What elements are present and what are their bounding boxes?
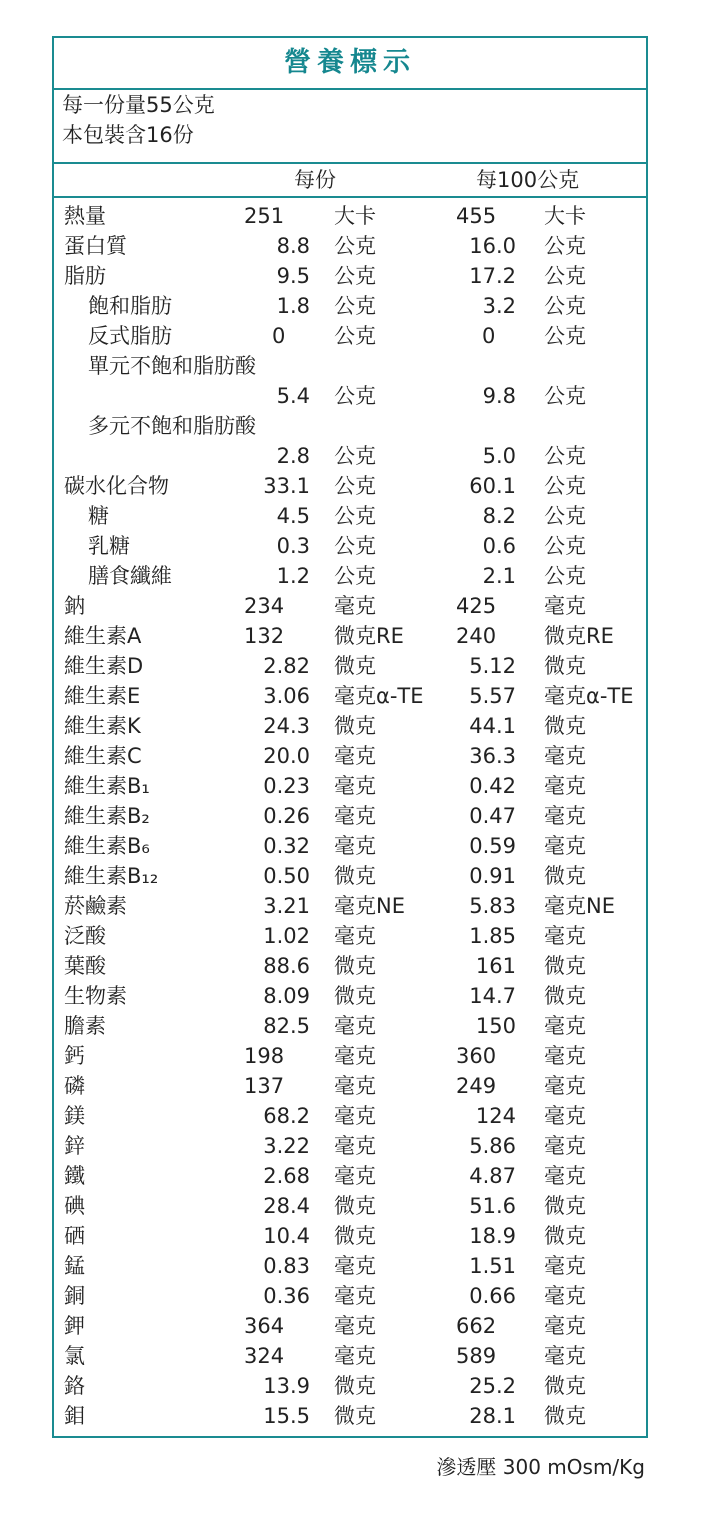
- nutrient-row: [54, 1281, 646, 1311]
- per-serving-value: 68.2: [263, 1104, 310, 1128]
- per-serving-value: 82.5: [263, 1014, 310, 1038]
- nutrient-row: [54, 1011, 646, 1041]
- per-serving-value: 1.2: [276, 564, 310, 588]
- per-100g-value: 5.0: [482, 444, 516, 468]
- per-serving-unit: 毫克: [334, 1164, 376, 1188]
- nutrient-name: 硒: [64, 1224, 85, 1248]
- nutrient-name: 銅: [64, 1284, 85, 1308]
- header-per-100g: 每100公克: [476, 168, 580, 192]
- per-serving-unit: 微克: [334, 654, 376, 678]
- per-100g-unit: 毫克: [544, 804, 586, 828]
- osmolality-note: 滲透壓 300 mOsm/Kg: [436, 1455, 645, 1479]
- nutrient-row: [54, 1251, 646, 1281]
- nutrient-row: [54, 981, 646, 1011]
- per-serving-value: 13.9: [263, 1374, 310, 1398]
- per-100g-value: 5.57: [469, 684, 516, 708]
- nutrient-name: 鈉: [64, 594, 85, 618]
- nutrient-name: 鉀: [64, 1314, 85, 1338]
- nutrient-row: [54, 1071, 646, 1101]
- per-100g-unit: 微克: [544, 1194, 586, 1218]
- column-header-row: [54, 162, 646, 198]
- per-serving-unit: 毫克: [334, 1254, 376, 1278]
- nutrient-row: [54, 1341, 646, 1371]
- per-serving-unit: 微克: [334, 1374, 376, 1398]
- nutrient-name: 葉酸: [64, 954, 106, 978]
- nutrient-name: 膽素: [64, 1014, 106, 1038]
- per-serving-unit: 微克: [334, 954, 376, 978]
- per-100g-value: 44.1: [469, 714, 516, 738]
- servings-per-package: 本包裝含16份: [62, 123, 194, 147]
- nutrient-row: [54, 321, 646, 351]
- per-serving-unit: 毫克: [334, 924, 376, 948]
- per-serving-unit: 微克: [334, 864, 376, 888]
- nutrient-name: 鋅: [64, 1134, 85, 1158]
- nutrient-name: 鎂: [64, 1104, 85, 1128]
- per-serving-value: 0.83: [263, 1254, 310, 1278]
- per-100g-value: 662: [456, 1314, 497, 1338]
- nutrient-name: 糖: [88, 504, 109, 528]
- per-serving-unit: 微克: [334, 1194, 376, 1218]
- per-100g-value: 28.1: [469, 1404, 516, 1428]
- per-serving-value: 28.4: [263, 1194, 310, 1218]
- per-100g-unit: 公克: [544, 384, 586, 408]
- per-100g-unit: 微克RE: [544, 624, 614, 648]
- per-100g-unit: 毫克: [544, 1284, 586, 1308]
- per-serving-value: 20.0: [263, 744, 310, 768]
- nutrient-row: [54, 1101, 646, 1131]
- nutrient-name: 蛋白質: [64, 234, 127, 258]
- per-serving-unit: 毫克: [334, 1314, 376, 1338]
- per-100g-unit: 毫克NE: [544, 894, 615, 918]
- nutrient-row: [54, 381, 646, 411]
- nutrient-name: 維生素B₁: [64, 774, 150, 798]
- per-100g-value: 1.51: [469, 1254, 516, 1278]
- nutrient-row: [54, 1371, 646, 1401]
- per-100g-unit: 微克: [544, 714, 586, 738]
- serving-info: [62, 90, 215, 150]
- per-100g-unit: 毫克: [544, 1134, 586, 1158]
- per-serving-value: 364: [244, 1314, 285, 1338]
- per-100g-unit: 大卡: [544, 204, 586, 228]
- nutrient-row: [54, 591, 646, 621]
- per-100g-value: 589: [456, 1344, 497, 1368]
- per-100g-value: 4.87: [469, 1164, 516, 1188]
- nutrient-row: [54, 1191, 646, 1221]
- per-serving-value: 137: [244, 1074, 285, 1098]
- per-serving-unit: 毫克: [334, 1104, 376, 1128]
- nutrient-row: [54, 531, 646, 561]
- per-serving-value: 0: [272, 324, 286, 348]
- nutrient-name: 反式脂肪: [88, 324, 172, 348]
- nutrient-name: 鉬: [64, 1404, 85, 1428]
- per-serving-unit: 毫克NE: [334, 894, 405, 918]
- per-serving-unit: 毫克: [334, 834, 376, 858]
- per-100g-unit: 公克: [544, 504, 586, 528]
- per-100g-value: 240: [456, 624, 497, 648]
- per-100g-unit: 毫克: [544, 1014, 586, 1038]
- per-100g-value: 25.2: [469, 1374, 516, 1398]
- per-serving-value: 0.26: [263, 804, 310, 828]
- per-100g-unit: 毫克: [544, 1164, 586, 1188]
- nutrient-row: [54, 1401, 646, 1431]
- per-100g-value: 0: [482, 324, 496, 348]
- per-100g-value: 51.6: [469, 1194, 516, 1218]
- per-100g-unit: 微克: [544, 1224, 586, 1248]
- per-100g-unit: 毫克: [544, 1314, 586, 1338]
- per-serving-value: 2.82: [263, 654, 310, 678]
- per-100g-value: 150: [475, 1014, 516, 1038]
- per-serving-unit: 公克: [334, 234, 376, 258]
- nutrient-name: 鉻: [64, 1374, 85, 1398]
- nutrient-row: [54, 801, 646, 831]
- per-100g-value: 16.0: [469, 234, 516, 258]
- nutrient-row: [54, 411, 646, 441]
- per-serving-unit: 公克: [334, 474, 376, 498]
- per-serving-unit: 公克: [334, 264, 376, 288]
- nutrient-row: [54, 1161, 646, 1191]
- per-100g-unit: 毫克: [544, 1044, 586, 1068]
- label-title: 營養標示: [284, 47, 416, 78]
- per-serving-unit: 毫克: [334, 1014, 376, 1038]
- nutrient-name: 碘: [64, 1194, 85, 1218]
- per-serving-unit: 微克: [334, 714, 376, 738]
- per-100g-value: 2.1: [482, 564, 516, 588]
- per-100g-unit: 公克: [544, 234, 586, 258]
- per-100g-unit: 公克: [544, 324, 586, 348]
- nutrient-name: 膳食纖維: [88, 564, 172, 588]
- nutrient-name: 鈣: [64, 1044, 85, 1068]
- per-100g-value: 5.83: [469, 894, 516, 918]
- title-row: [54, 38, 646, 90]
- per-100g-value: 8.2: [482, 504, 516, 528]
- per-100g-unit: 毫克: [544, 1104, 586, 1128]
- per-serving-value: 132: [244, 624, 285, 648]
- per-100g-value: 60.1: [469, 474, 516, 498]
- per-serving-value: 0.36: [263, 1284, 310, 1308]
- per-serving-unit: 微克: [334, 1404, 376, 1428]
- nutrient-name: 維生素A: [64, 624, 142, 648]
- per-100g-value: 124: [475, 1104, 516, 1128]
- nutrient-name: 乳糖: [88, 534, 130, 558]
- per-100g-unit: 微克: [544, 864, 586, 888]
- per-100g-unit: 公克: [544, 444, 586, 468]
- nutrient-row: [54, 471, 646, 501]
- header-per-serving: 每份: [294, 168, 336, 192]
- nutrient-name: 鐵: [64, 1164, 85, 1188]
- per-serving-value: 4.5: [276, 504, 310, 528]
- nutrient-name: 維生素E: [64, 684, 141, 708]
- per-serving-value: 234: [244, 594, 285, 618]
- nutrient-name: 泛酸: [64, 924, 106, 948]
- per-serving-unit: 大卡: [334, 204, 376, 228]
- per-100g-unit: 微克: [544, 954, 586, 978]
- per-serving-value: 0.32: [263, 834, 310, 858]
- nutrient-name: 生物素: [64, 984, 127, 1008]
- per-serving-unit: 毫克α-TE: [334, 684, 424, 708]
- per-100g-value: 18.9: [469, 1224, 516, 1248]
- per-serving-unit: 公克: [334, 564, 376, 588]
- nutrient-row: [54, 711, 646, 741]
- per-100g-value: 0.42: [469, 774, 516, 798]
- per-serving-unit: 公克: [334, 534, 376, 558]
- per-100g-value: 455: [456, 204, 497, 228]
- nutrient-row: [54, 951, 646, 981]
- per-100g-unit: 微克: [544, 984, 586, 1008]
- nutrient-row: [54, 741, 646, 771]
- per-serving-unit: 公克: [334, 384, 376, 408]
- per-100g-unit: 毫克: [544, 924, 586, 948]
- per-100g-value: 0.6: [482, 534, 516, 558]
- per-serving-unit: 毫克: [334, 1134, 376, 1158]
- per-serving-value: 1.8: [276, 294, 310, 318]
- per-serving-unit: 公克: [334, 294, 376, 318]
- per-serving-unit: 微克RE: [334, 624, 404, 648]
- per-serving-value: 10.4: [263, 1224, 310, 1248]
- per-100g-value: 360: [456, 1044, 497, 1068]
- nutrient-row: [54, 1311, 646, 1341]
- per-serving-value: 88.6: [263, 954, 310, 978]
- nutrient-name: 氯: [64, 1344, 85, 1368]
- per-100g-unit: 毫克: [544, 1344, 586, 1368]
- nutrient-row: [54, 261, 646, 291]
- nutrient-name: 維生素B₆: [64, 834, 150, 858]
- nutrient-row: [54, 831, 646, 861]
- per-100g-unit: 毫克: [544, 744, 586, 768]
- per-serving-unit: 毫克: [334, 1044, 376, 1068]
- nutrient-name: 錳: [64, 1254, 85, 1278]
- nutrient-name: 脂肪: [64, 264, 106, 288]
- nutrient-row: [54, 1131, 646, 1161]
- nutrient-row: [54, 1221, 646, 1251]
- per-serving-unit: 毫克: [334, 1344, 376, 1368]
- per-serving-unit: 毫克: [334, 594, 376, 618]
- nutrient-row: [54, 891, 646, 921]
- per-100g-value: 0.47: [469, 804, 516, 828]
- per-100g-value: 14.7: [469, 984, 516, 1008]
- per-serving-value: 8.8: [276, 234, 310, 258]
- per-100g-unit: 毫克: [544, 834, 586, 858]
- per-serving-value: 5.4: [276, 384, 310, 408]
- nutrient-row: [54, 501, 646, 531]
- per-100g-unit: 公克: [544, 564, 586, 588]
- per-serving-value: 2.68: [263, 1164, 310, 1188]
- per-100g-unit: 公克: [544, 534, 586, 558]
- per-serving-value: 0.50: [263, 864, 310, 888]
- per-100g-unit: 公克: [544, 474, 586, 498]
- per-100g-unit: 微克: [544, 654, 586, 678]
- per-serving-value: 198: [244, 1044, 285, 1068]
- per-serving-unit: 毫克: [334, 1074, 376, 1098]
- per-serving-value: 9.5: [276, 264, 310, 288]
- nutrient-name: 多元不飽和脂肪酸: [88, 414, 256, 438]
- per-100g-value: 5.12: [469, 654, 516, 678]
- per-100g-value: 0.59: [469, 834, 516, 858]
- per-100g-value: 161: [475, 954, 516, 978]
- per-serving-unit: 公克: [334, 444, 376, 468]
- per-100g-unit: 公克: [544, 264, 586, 288]
- per-serving-unit: 毫克: [334, 1284, 376, 1308]
- nutrient-row: [54, 231, 646, 261]
- nutrient-name: 維生素B₂: [64, 804, 150, 828]
- per-serving-unit: 公克: [334, 504, 376, 528]
- per-serving-value: 8.09: [263, 984, 310, 1008]
- nutrient-name: 碳水化合物: [64, 474, 169, 498]
- per-100g-value: 249: [456, 1074, 497, 1098]
- nutrient-name: 磷: [64, 1074, 85, 1098]
- per-100g-value: 3.2: [482, 294, 516, 318]
- nutrient-row: [54, 561, 646, 591]
- per-100g-unit: 毫克: [544, 594, 586, 618]
- per-serving-value: 2.8: [276, 444, 310, 468]
- nutrient-row: [54, 621, 646, 651]
- per-100g-unit: 公克: [544, 294, 586, 318]
- per-serving-value: 3.22: [263, 1134, 310, 1158]
- per-serving-unit: 微克: [334, 984, 376, 1008]
- nutrient-row: [54, 681, 646, 711]
- per-serving-value: 3.21: [263, 894, 310, 918]
- per-100g-value: 36.3: [469, 744, 516, 768]
- per-100g-unit: 微克: [544, 1374, 586, 1398]
- per-100g-unit: 微克: [544, 1404, 586, 1428]
- per-serving-unit: 毫克: [334, 744, 376, 768]
- per-100g-value: 9.8: [482, 384, 516, 408]
- per-serving-unit: 毫克: [334, 804, 376, 828]
- nutrient-row: [54, 201, 646, 231]
- per-serving-unit: 公克: [334, 324, 376, 348]
- per-100g-unit: 毫克: [544, 1254, 586, 1278]
- per-100g-value: 17.2: [469, 264, 516, 288]
- nutrient-row: [54, 921, 646, 951]
- nutrient-row: [54, 291, 646, 321]
- nutrient-name: 菸鹼素: [64, 894, 127, 918]
- per-100g-value: 0.91: [469, 864, 516, 888]
- per-serving-unit: 毫克: [334, 774, 376, 798]
- per-serving-unit: 微克: [334, 1224, 376, 1248]
- per-100g-unit: 毫克: [544, 774, 586, 798]
- per-100g-value: 425: [456, 594, 497, 618]
- nutrient-row: [54, 861, 646, 891]
- nutrient-name: 維生素B₁₂: [64, 864, 159, 888]
- per-serving-value: 251: [244, 204, 285, 228]
- nutrient-row: [54, 441, 646, 471]
- per-100g-value: 1.85: [469, 924, 516, 948]
- nutrient-row: [54, 1041, 646, 1071]
- nutrient-name: 熱量: [64, 204, 106, 228]
- per-serving-value: 33.1: [263, 474, 310, 498]
- per-serving-value: 3.06: [263, 684, 310, 708]
- per-100g-unit: 毫克: [544, 1074, 586, 1098]
- per-100g-value: 0.66: [469, 1284, 516, 1308]
- per-serving-value: 1.02: [263, 924, 310, 948]
- nutrient-name: 維生素C: [64, 744, 142, 768]
- serving-size: 每一份量55公克: [62, 93, 215, 117]
- nutrition-label: [52, 36, 648, 1438]
- nutrient-table: [54, 201, 646, 1431]
- per-serving-value: 0.3: [276, 534, 310, 558]
- per-serving-value: 15.5: [263, 1404, 310, 1428]
- nutrient-row: [54, 771, 646, 801]
- per-100g-unit: 毫克α-TE: [544, 684, 634, 708]
- nutrient-name: 單元不飽和脂肪酸: [88, 354, 256, 378]
- nutrient-name: 維生素K: [64, 714, 141, 738]
- nutrient-name: 飽和脂肪: [88, 294, 172, 318]
- nutrient-name: 維生素D: [64, 654, 144, 678]
- per-100g-value: 5.86: [469, 1134, 516, 1158]
- nutrient-row: [54, 651, 646, 681]
- per-serving-value: 324: [244, 1344, 285, 1368]
- per-serving-value: 0.23: [263, 774, 310, 798]
- per-serving-value: 24.3: [263, 714, 310, 738]
- nutrient-row: [54, 351, 646, 381]
